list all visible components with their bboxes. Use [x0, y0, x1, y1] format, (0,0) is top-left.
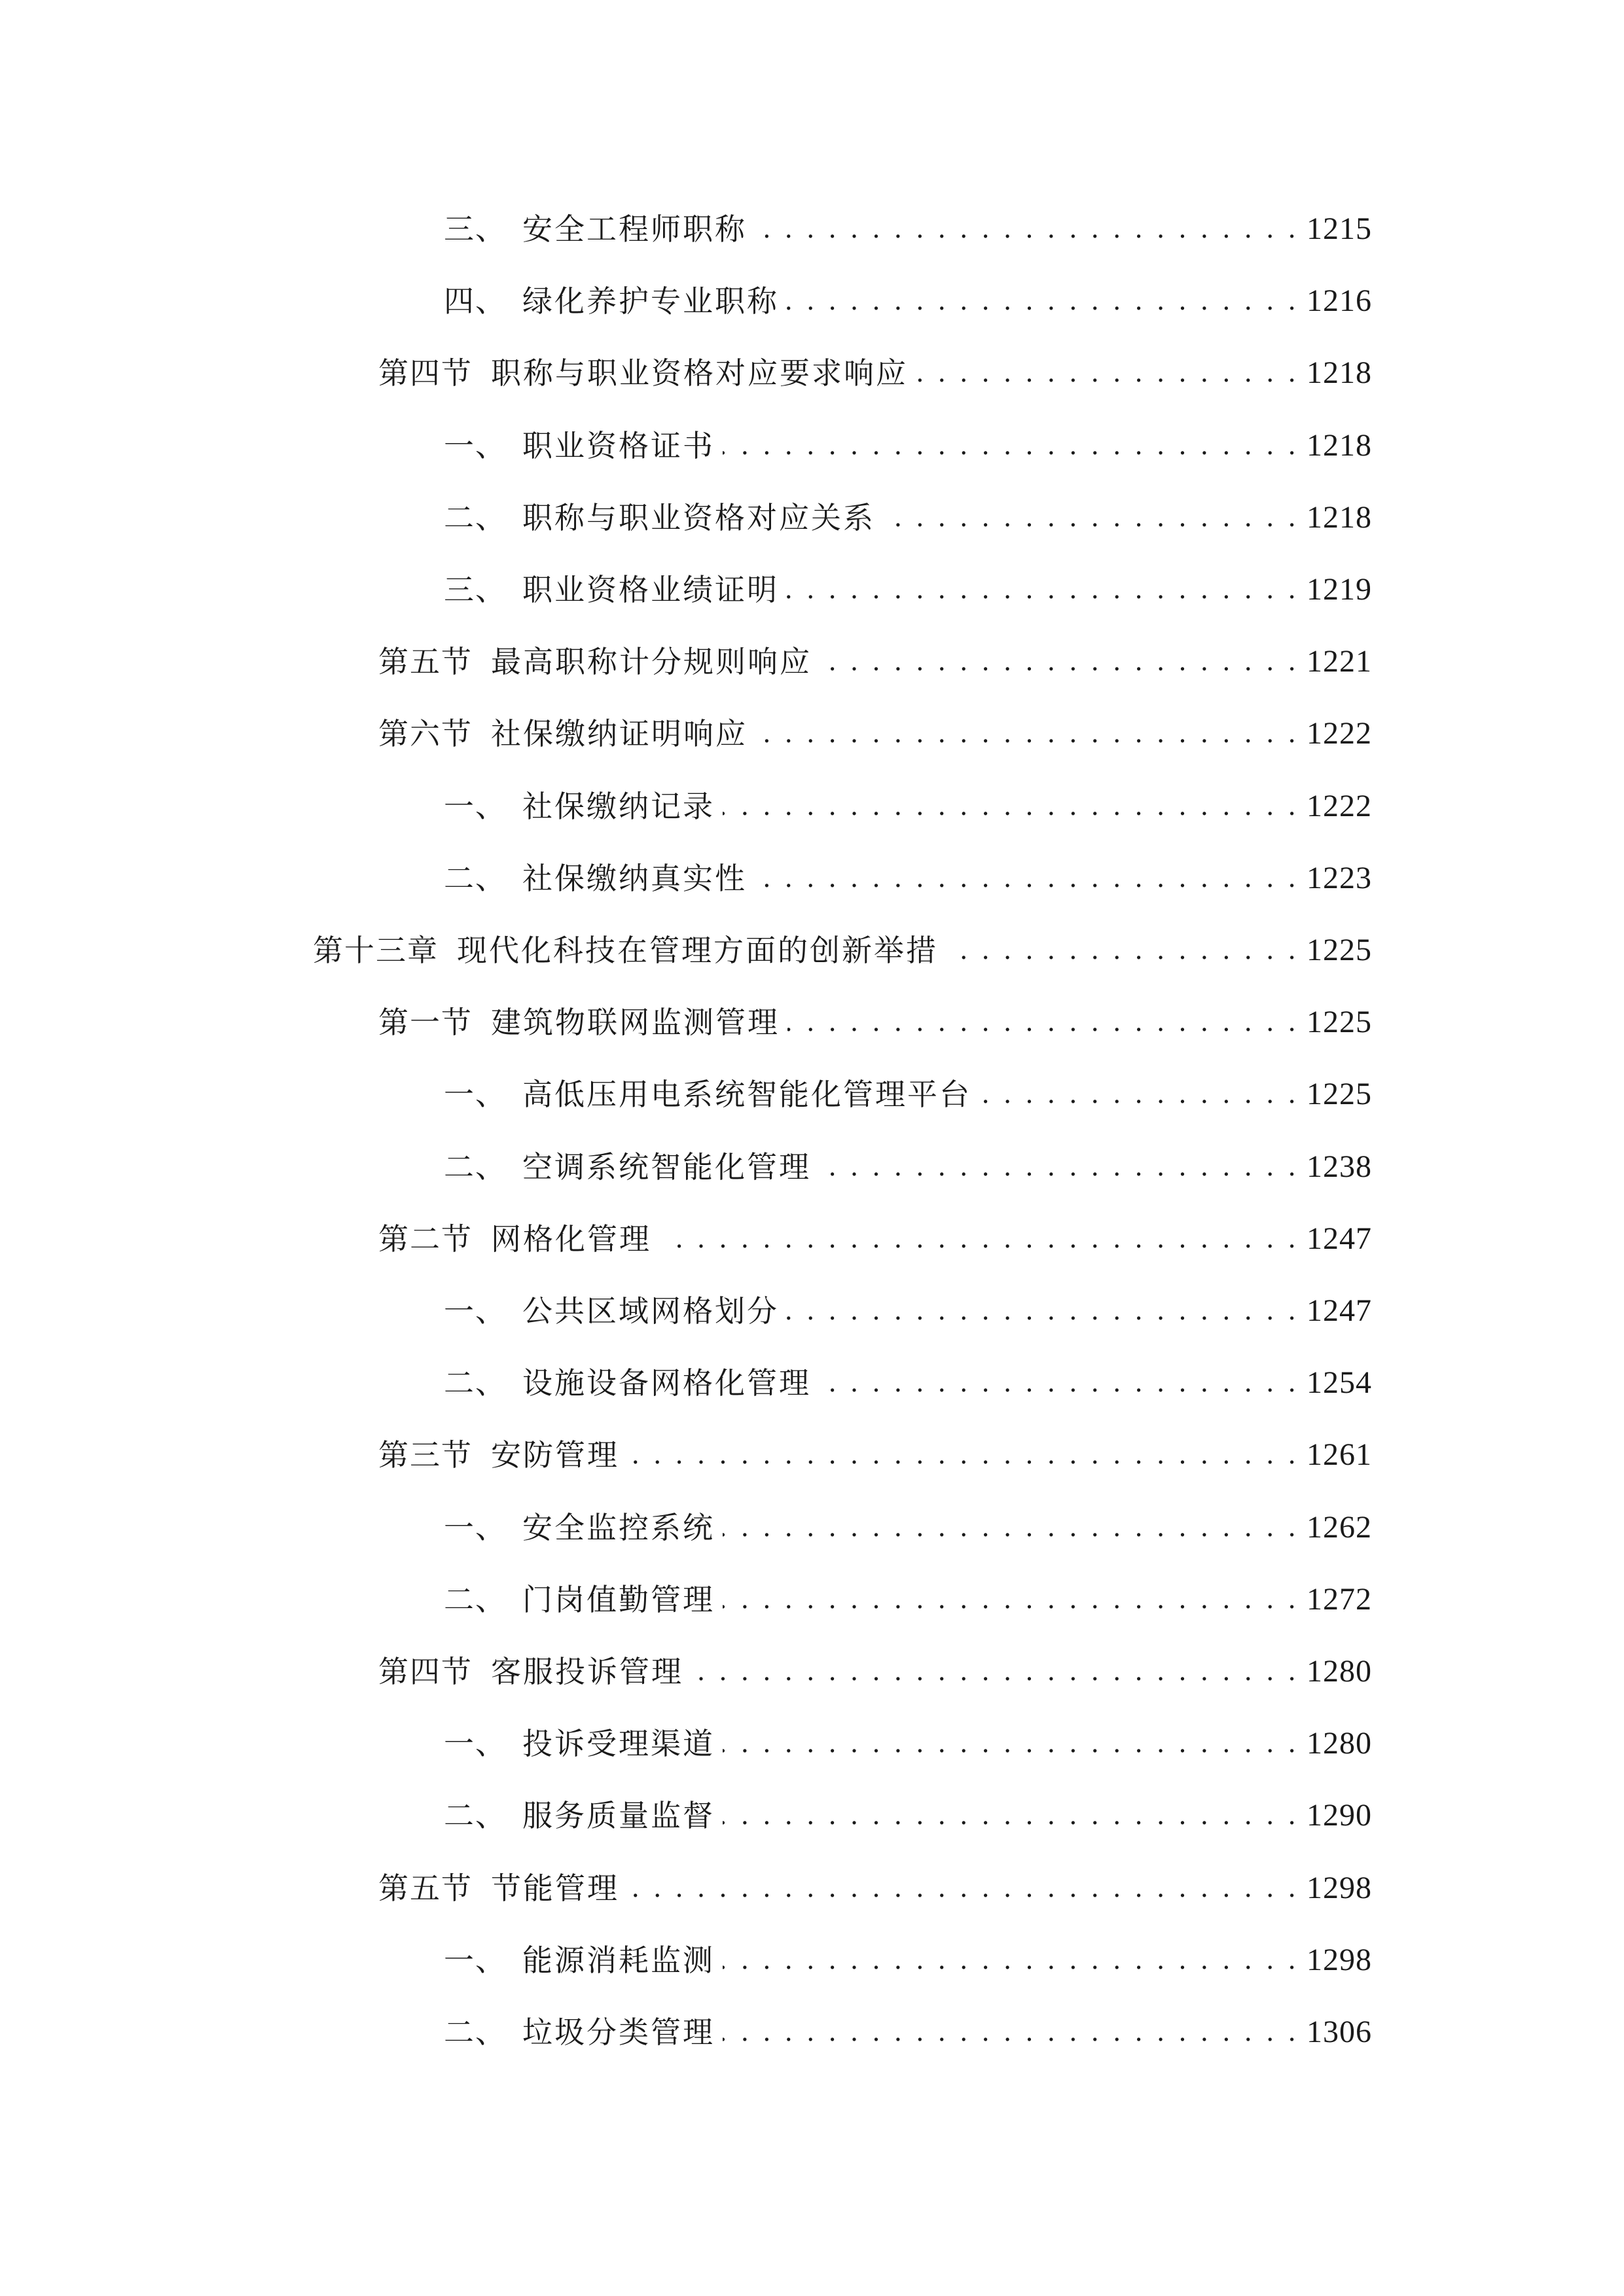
toc-entry[interactable] — [444, 420, 1372, 472]
toc-entry-title: 安防管理 — [491, 1437, 619, 1473]
toc-entry-page-number: 1298 — [1307, 1870, 1372, 1905]
toc-dot-leader — [946, 924, 1299, 977]
toc-entry[interactable] — [444, 1068, 1372, 1121]
toc-entry[interactable] — [378, 347, 1372, 399]
toc-dot-leader — [820, 636, 1299, 688]
toc-entry-title: 网格化管理 — [491, 1221, 651, 1257]
toc-entry-page-number: 1247 — [1307, 1293, 1372, 1328]
toc-entry-number: 四、 — [444, 283, 507, 319]
toc-dot-leader — [723, 2006, 1299, 2058]
toc-entry-title: 公共区域网格划分 — [522, 1293, 779, 1329]
toc-entry[interactable] — [444, 2006, 1372, 2058]
toc-entry[interactable] — [378, 1213, 1372, 1265]
toc-entry-number: 二、 — [444, 860, 507, 896]
toc-entry-page-number: 1254 — [1307, 1365, 1372, 1401]
toc-entry-page-number: 1272 — [1307, 1581, 1372, 1617]
toc-entry-title: 安全监控系统 — [522, 1509, 715, 1545]
toc-entry-title: 职称与职业资格对应要求响应 — [491, 355, 908, 391]
toc-dot-leader — [659, 1213, 1299, 1265]
toc-entry-number: 三、 — [444, 572, 507, 607]
toc-entry-page-number: 1218 — [1307, 355, 1372, 391]
toc-dot-leader — [787, 996, 1299, 1049]
toc-entry[interactable] — [378, 996, 1372, 1049]
toc-entry-title: 社保缴纳证明响应 — [491, 716, 748, 752]
toc-entry-number: 第三节 — [378, 1437, 473, 1473]
toc-entry-title: 高低压用电系统智能化管理平台 — [522, 1077, 971, 1113]
toc-entry-title: 现代化科技在管理方面的创新举措 — [457, 933, 938, 968]
toc-entry-number: 二、 — [444, 499, 507, 535]
toc-entry-number: 一、 — [444, 427, 507, 463]
toc-entry-title: 社保缴纳记录 — [522, 788, 715, 824]
toc-dot-leader — [787, 275, 1299, 327]
toc-entry-page-number: 1280 — [1307, 1726, 1372, 1761]
toc-entry[interactable] — [444, 1934, 1372, 1986]
toc-entry-title: 社保缴纳真实性 — [522, 860, 747, 896]
toc-entry-page-number: 1290 — [1307, 1798, 1372, 1833]
toc-entry[interactable] — [444, 1357, 1372, 1409]
toc-entry-title: 职业资格证书 — [522, 427, 715, 463]
toc-entry-title: 能源消耗监测 — [522, 1942, 715, 1978]
toc-entry-number: 第二节 — [378, 1221, 473, 1257]
toc-entry-page-number: 1222 — [1307, 788, 1372, 823]
toc-entry-title: 安全工程师职称 — [522, 211, 747, 247]
toc-entry[interactable] — [313, 924, 1372, 977]
toc-dot-leader — [691, 1645, 1299, 1698]
toc-entry-page-number: 1221 — [1307, 644, 1372, 679]
toc-entry-title: 建筑物联网监测管理 — [491, 1005, 780, 1041]
toc-entry[interactable] — [378, 636, 1372, 688]
toc-entry-page-number: 1280 — [1307, 1654, 1372, 1689]
toc-dot-leader — [723, 1573, 1299, 1626]
toc-dot-leader — [723, 780, 1299, 833]
toc-entry-number: 第十三章 — [313, 933, 439, 968]
toc-dot-leader — [755, 203, 1299, 255]
toc-entry-page-number: 1219 — [1307, 572, 1372, 607]
toc-entry-title: 客服投诉管理 — [491, 1654, 683, 1689]
toc-entry-page-number: 1261 — [1307, 1437, 1372, 1473]
toc-entry-number: 第四节 — [378, 355, 473, 391]
toc-entry-title: 门岗值勤管理 — [522, 1581, 715, 1617]
toc-entry-number: 一、 — [444, 1726, 507, 1762]
toc-entry-number: 一、 — [444, 1509, 507, 1545]
toc-entry[interactable] — [444, 492, 1372, 544]
toc-entry-number: 二、 — [444, 1581, 507, 1617]
toc-entry[interactable] — [378, 708, 1372, 760]
toc-entry[interactable] — [444, 203, 1372, 255]
toc-entry-title: 设施设备网格化管理 — [522, 1365, 811, 1401]
toc-entry-number: 第六节 — [378, 716, 473, 752]
toc-entry-page-number: 1238 — [1307, 1149, 1372, 1184]
toc-entry-page-number: 1222 — [1307, 716, 1372, 751]
toc-entry-number: 二、 — [444, 1149, 507, 1185]
toc-dot-leader — [819, 1141, 1299, 1193]
toc-dot-leader — [723, 1934, 1299, 1986]
toc-entry-number: 第一节 — [378, 1005, 473, 1041]
toc-entry[interactable] — [444, 1789, 1372, 1842]
toc-entry-page-number: 1225 — [1307, 933, 1372, 967]
toc-entry-number: 第四节 — [378, 1654, 473, 1689]
toc-entry-number: 二、 — [444, 1798, 507, 1834]
toc-entry[interactable] — [444, 275, 1372, 327]
toc-entry-page-number: 1225 — [1307, 1005, 1372, 1040]
toc-entry[interactable] — [444, 1501, 1372, 1554]
toc-entry-number: 一、 — [444, 1077, 507, 1113]
toc-entry[interactable] — [378, 1645, 1372, 1698]
toc-entry[interactable] — [444, 852, 1372, 905]
toc-dot-leader — [723, 1501, 1299, 1554]
toc-entry-title: 垃圾分类管理 — [522, 2015, 715, 2050]
toc-dot-leader — [819, 1357, 1299, 1409]
toc-entry[interactable] — [378, 1429, 1372, 1481]
toc-dot-leader — [627, 1429, 1299, 1481]
toc-entry-number: 三、 — [444, 211, 507, 247]
toc-dot-leader — [883, 492, 1299, 544]
toc-entry-title: 职业资格业绩证明 — [522, 572, 779, 607]
toc-dot-leader — [627, 1862, 1299, 1914]
toc-entry-title: 职称与职业资格对应关系 — [522, 499, 875, 535]
toc-entry[interactable] — [444, 780, 1372, 833]
toc-entry-page-number: 1218 — [1307, 499, 1372, 535]
toc-entry-title: 空调系统智能化管理 — [522, 1149, 811, 1185]
toc-entry-title: 节能管理 — [491, 1870, 619, 1906]
toc-dot-leader — [755, 708, 1299, 760]
toc-entry-page-number: 1218 — [1307, 427, 1372, 463]
toc-entry-number: 二、 — [444, 1365, 507, 1401]
toc-dot-leader — [787, 1285, 1299, 1337]
toc-entry-page-number: 1262 — [1307, 1509, 1372, 1545]
toc-entry-number: 第五节 — [378, 1870, 473, 1906]
toc-entry-title: 绿化养护专业职称 — [522, 283, 779, 319]
toc-entry-number: 一、 — [444, 1942, 507, 1978]
toc-entry[interactable] — [378, 1862, 1372, 1914]
toc-dot-leader — [755, 852, 1299, 905]
toc-entry-page-number: 1215 — [1307, 211, 1372, 246]
toc-entry-number: 一、 — [444, 1293, 507, 1329]
toc-entry-page-number: 1298 — [1307, 1942, 1372, 1977]
toc-entry[interactable] — [444, 1717, 1372, 1770]
toc-dot-leader — [723, 420, 1299, 472]
toc-entry-title: 投诉受理渠道 — [522, 1726, 715, 1762]
toc-entry[interactable] — [444, 1573, 1372, 1626]
toc-entry-title: 服务质量监督 — [522, 1798, 715, 1834]
toc-entry-title: 最高职称计分规则响应 — [491, 644, 812, 680]
toc-entry-page-number: 1216 — [1307, 283, 1372, 319]
toc-entry-number: 第五节 — [378, 644, 473, 680]
toc-entry-page-number: 1247 — [1307, 1221, 1372, 1256]
toc-dot-leader — [787, 564, 1299, 616]
toc-entry[interactable] — [444, 1285, 1372, 1337]
toc-entry[interactable] — [444, 564, 1372, 616]
toc-dot-leader — [723, 1789, 1299, 1842]
toc-entry-number: 一、 — [444, 788, 507, 824]
toc-entry-page-number: 1223 — [1307, 860, 1372, 895]
toc-dot-leader — [916, 347, 1299, 399]
toc-entry-number: 二、 — [444, 2015, 507, 2050]
toc-entry-page-number: 1225 — [1307, 1077, 1372, 1112]
toc-dot-leader — [723, 1717, 1299, 1770]
toc-entry-page-number: 1306 — [1307, 2015, 1372, 2049]
toc-entry[interactable] — [444, 1141, 1372, 1193]
toc-dot-leader — [979, 1068, 1299, 1121]
